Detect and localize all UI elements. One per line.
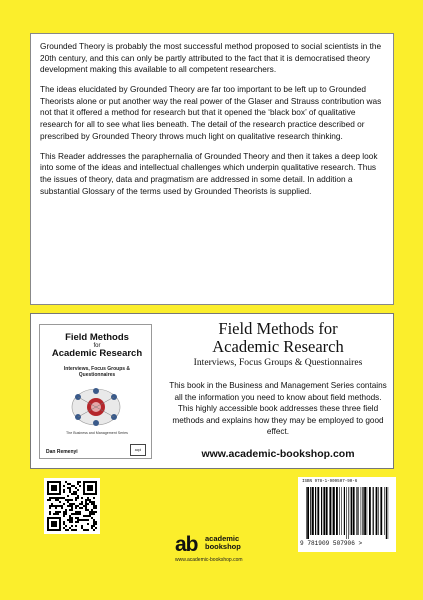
isbn-text: ISBN 978-1-909507-90-6 [302,480,358,484]
isbn-barcode-block [298,477,396,552]
publisher-website: www.academic-bookshop.com [175,557,243,563]
advert-url: www.academic-bookshop.com [201,448,355,460]
advert-description: This book in the Business and Management Series contains all the information you need to know about field methods. This highly accessible book addresses these three field methods and explains how they may be employed to good effect. [169,381,387,436]
qr-code [44,478,100,534]
cover-title-line-1: Field Methods [65,332,129,343]
cover-author: Dan Remenyi [46,449,78,455]
qr-code-graphic [47,481,97,531]
publisher-name-line-2: bookshop [205,542,241,551]
advert-title [167,320,389,356]
cover-publisher-badge: acpi [130,444,146,456]
blurb-panel [30,33,394,305]
publisher-mark: ab [175,533,198,556]
blurb-paragraph-3: This Reader addresses the paraphernalia of Grounded Theory and then it takes a deep look into some of the ideas and intellectual challenges which underpin qualitative research. Thus the issues of theory, data and pragmatism are addressed in some detail. In addition a substantial Glossary of the terms used by Grounded Theorists is supplied. [40,150,378,196]
isbn-number: 9 781909 507906 > [300,540,363,547]
cover-series: The Business and Management Series [66,431,128,435]
publisher-name-line-1: academic [205,534,240,543]
cover-illustration [68,385,124,429]
cover-title [46,333,148,359]
advert-book-cover [39,324,152,459]
barcode-bars [303,487,391,539]
cover-subtitle: Interviews, Focus Groups & Questionnaires [63,366,131,378]
advert-subtitle: Interviews, Focus Groups & Questionnaires [193,357,363,368]
publisher-name [205,535,241,551]
advert-title-line-2: Academic Research [212,337,344,356]
publisher-logo [175,530,285,570]
cover-title-for: for [93,343,101,349]
advert-title-line-1: Field Methods for [218,319,338,338]
book-advert [30,313,394,469]
blurb-paragraph-1: Grounded Theory is probably the most successful method proposed to social scientists in the 20th century, and this can only be partly attributed to the fact that it is democratised theory development making this available to all competent researchers. [40,41,382,75]
blurb-paragraph-2: The ideas elucidated by Grounded Theory are far too important to be left up to Grounded Theorists alone or put another way the real power of the Glaser and Strauss contribution was not that it offered a method for research but that it opened the ‘black box’ of qualitative research for all to see what lies beneath. The detail of the research practice described or prescribed by Grounded Theory throws much light on qualitative research thinking. [40,84,382,141]
cover-title-line-2: Academic Research [51,348,143,359]
